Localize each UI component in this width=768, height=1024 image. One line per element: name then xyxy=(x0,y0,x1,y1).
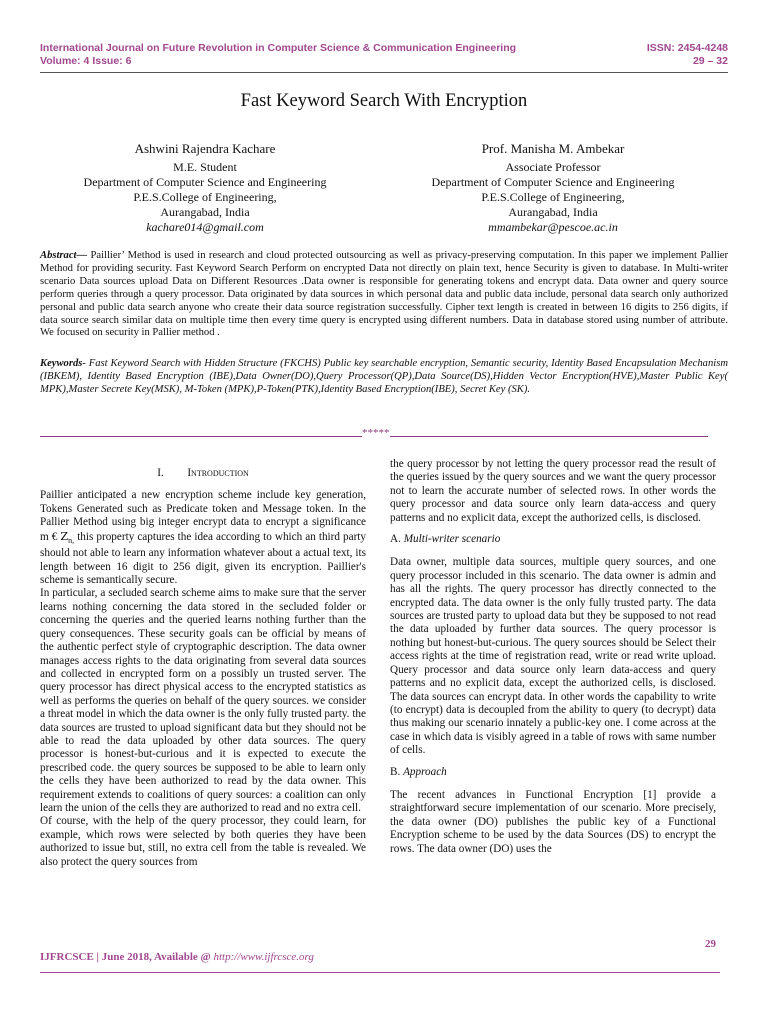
subsection-heading-b: B. Approach xyxy=(390,765,447,778)
keywords-label: Keywords- xyxy=(40,358,86,369)
author-name: Prof. Manisha M. Ambekar xyxy=(481,141,625,156)
separator-stars: ***** xyxy=(362,427,390,439)
page-number: 29 xyxy=(705,938,716,950)
abstract-label: Abstract— xyxy=(40,250,88,261)
paragraph: the query processor by not letting the query processor read the result of the queries issued by the query sources and we want the query processor not to learn the accurate number of selected rows. In other words the query processor and data source only learn data-access and query patterns and no explicit data, except the authorized cells, is disclosed. xyxy=(390,458,716,524)
separator-line-left xyxy=(40,429,362,437)
left-column xyxy=(40,467,366,869)
author-email[interactable]: mmambekar@pescoe.ac.in xyxy=(488,220,618,234)
page-range: 29 – 32 xyxy=(692,55,728,67)
author-dept: Department of Computer Science and Engineering xyxy=(83,175,327,189)
author-role: M.E. Student xyxy=(173,160,237,174)
author-college: P.E.S.College of Engineering, xyxy=(133,190,277,204)
subsection-title: Approach xyxy=(403,765,447,778)
section-separator xyxy=(40,427,740,439)
paragraph: Of course, with the help of the query processor, they could learn, for example, which rows were selected by both queries they have been authorized to issue but, still, no extra cell from the table is revealed. We also protect the query sources from xyxy=(40,815,366,868)
footer-rule xyxy=(40,972,720,973)
subsection-title: Multi-writer scenario xyxy=(403,533,501,546)
right-column xyxy=(390,458,716,856)
footer-text: IJFRCSCE | June 2018, Available @ xyxy=(40,951,214,963)
paper-title: Fast Keyword Search With Encryption xyxy=(240,91,528,111)
author-city: Aurangabad, India xyxy=(160,205,250,219)
abstract xyxy=(40,250,728,340)
author-email[interactable]: kachare014@gmail.com xyxy=(146,220,264,234)
abstract-text: Paillier’ Method is used in research and cloud protected outsourcing as well as privacy-preserving computation. In this paper we implement Pallier Method for providing security. Fast Keyword Search Perform on encrypted Data not directly on plain text, hence Security is given to database. In Multi-writer scenario Data sources upload Data on Different Resources .Data owner is responsible for generating tokens and encrypt data. Data owner and query source perform queries through a query processor. Data originated by data sources in which personal data and public data include, personal data search only authorized personal and public data search anyone who create their data source registration successfully. Cipher text length is created in between 16 digits to 256 digits, if data source search similar data on multiple time then every time query is encrypted using different numbers. Data in database stored using number of attribute. We focused on security in Pallier method . xyxy=(40,250,728,339)
section-heading xyxy=(40,467,366,480)
keywords xyxy=(40,358,728,397)
author-name: Ashwini Rajendra Kachare xyxy=(134,141,276,156)
paragraph: The recent advances in Functional Encryption [1] provide a straightforward secure implementation of our scenario. More precisely, the data owner (DO) publishes the public key of a Functional Encryption scheme to be used by the data Sources (DS) to encrypt the rows. The data owner (DO) uses the xyxy=(390,788,716,855)
author-block-1 xyxy=(40,141,370,235)
keywords-text: Fast Keyword Search with Hidden Structure (FKCHS) Public key searchable encryption, Semantic security, Identity Based Encapsulation Mechanism (IBKEM), Identity Based Encryption (IBE),Data Owner(DO),Query Processor(QP),Data Source(DS),Hidden Vector Encryption(HVE),Master Public Key( MPK),Master Secrete Key(MSK), M-Token (MPK),P-Token(PTK),Identity Based Encryption(IBE), Secret Key (SK). xyxy=(40,358,728,395)
author-city: Aurangabad, India xyxy=(508,205,598,219)
issn-info xyxy=(647,42,728,68)
author-block-2 xyxy=(388,141,718,235)
volume-issue: Volume: 4 Issue: 6 xyxy=(40,55,132,67)
integer-ring-symbol: Z xyxy=(60,529,69,543)
author-dept: Department of Computer Science and Engineering xyxy=(431,175,675,189)
section-title: Introduction xyxy=(187,467,249,479)
author-college: P.E.S.College of Engineering, xyxy=(481,190,625,204)
author-role: Associate Professor xyxy=(505,160,601,174)
separator-line-right xyxy=(390,429,708,437)
header-rule xyxy=(40,72,728,73)
section-number: I. xyxy=(157,467,164,479)
paragraph: Data owner, multiple data sources, multiple query sources, and one query processor included in this scenario. The data owner is admin and has all the rights. The query processor has directly connected to the encrypted data. The data owner is the only fully trusted party. The data sources are trusted party to upload data but they be supposed to not read the data uploaded by further data sources. The query processor is nothing but honest-but-curious. The query sources should be Select their access rights at the time of registration read, write or read write upload. Query processor and data source only learn data-access and query patterns and no explicit data, except the authorized cells, is disclosed. The data sources can encrypt data. In other words the capability to write (to encrypt) data is decoupled from the ability to query (to decrypt) data thus making our scenario innately a public-key one. I come across at the case in which data is visibly agreed in a table of rows with same number of cells. xyxy=(390,556,716,757)
paragraph: In particular, a secluded search scheme aims to make sure that the server learns nothing concerning the data stored in the secluded folder or concerning the queries and the queried learns nothing further than the query consequences. These security goals can be official by means of the authentic perfect style of cryptographic description. The data owner manages access rights to the data originating from several data sources and collected in encrypted form on a possibly un trusted server. The query processor has direct physical access to the encrypted statistics as well as performs the queries on behalf of the query sources. we consider a threat model in which the data owner is the only fully trusted party. the data sources are trusted to upload significant data but they should not be able to read the data uploaded by other data sources. The query processor is honest-but-curious and it is expected to execute the prescribed code. the query sources be supposed to be able to learn only the cells they have been authorized to read by the data owner. This requirement extends to coalitions of query sources: a coalition can only learn the union of the cells they are authorized to read and no extra cell. xyxy=(40,587,366,814)
journal-name: International Journal on Future Revolution in Computer Science & Communication Engineering xyxy=(40,42,517,54)
journal-info xyxy=(40,42,516,68)
footer-link[interactable]: http://www.ijfrcsce.org xyxy=(213,951,314,963)
issn: ISSN: 2454-4248 xyxy=(646,42,728,54)
subsection-heading-a: A. Multi-writer scenario xyxy=(390,533,501,546)
paragraph: Paillier anticipated a new encryption scheme include key generation, Tokens Generated such as Predicate token and Message token. In the Pallier Method using big integer encrypt data to encrypt a significance m € $Z_{n,}$ this property captures the idea according to which an third party should not able to learn any information whatever about a actual text, its length between 16 digit to 256 digit, given its encryption. Paillier's scheme is semantically secure. xyxy=(40,489,366,587)
subscript-n: n, xyxy=(68,535,75,545)
footer xyxy=(40,951,314,963)
